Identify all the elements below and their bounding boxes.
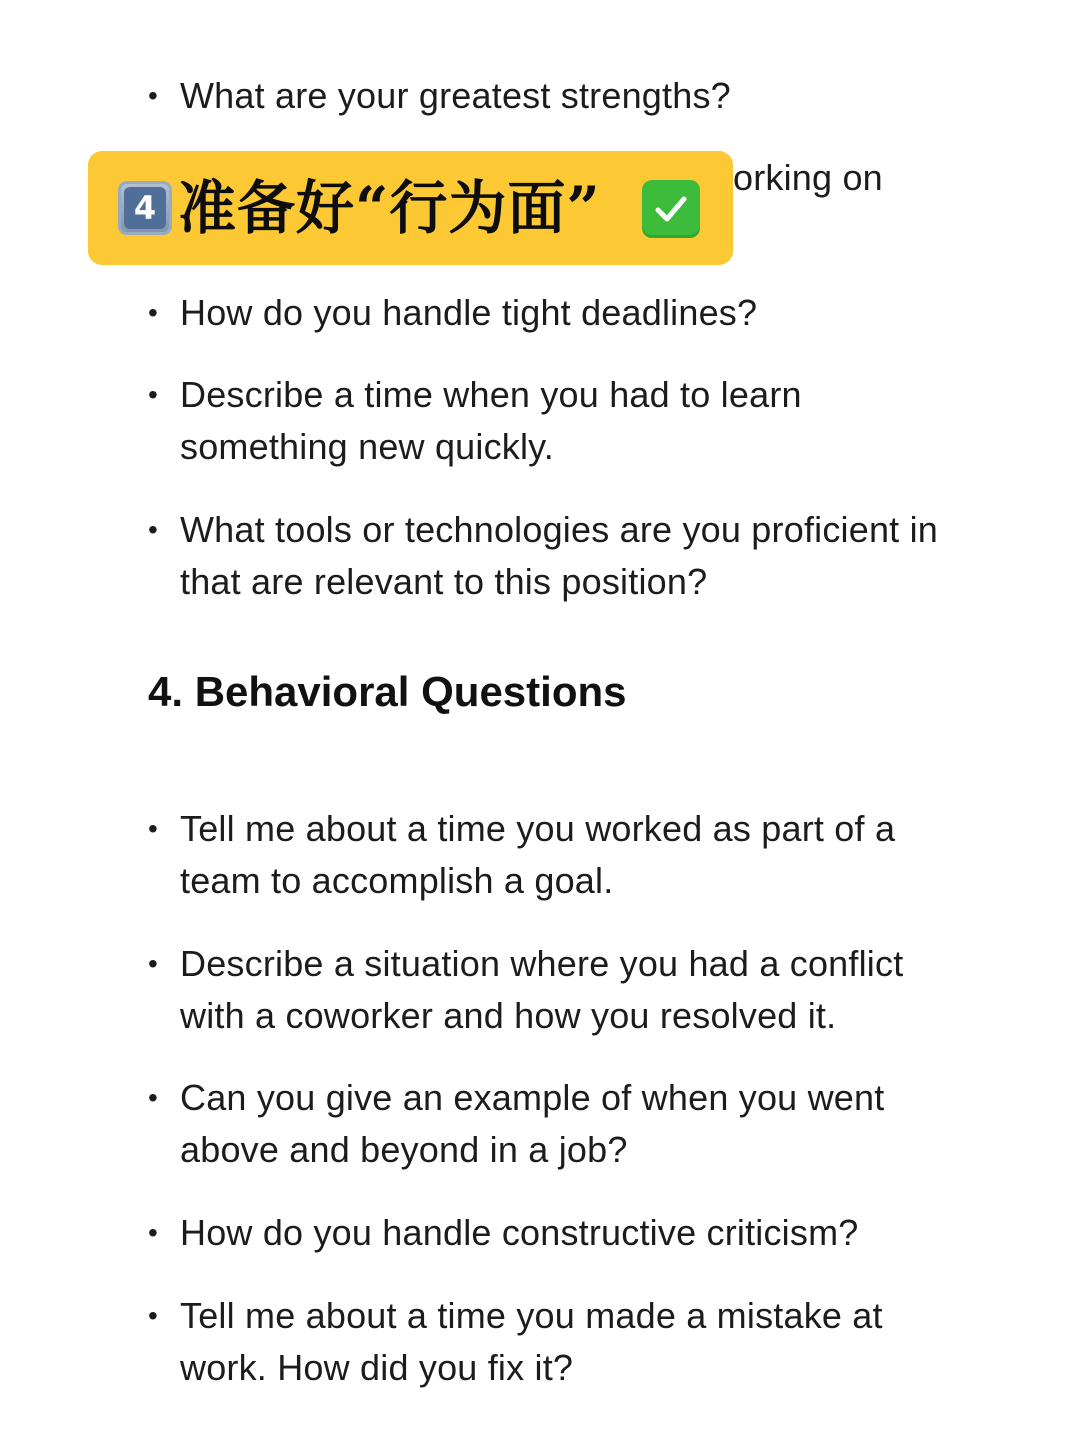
list-item — [148, 369, 1008, 473]
bullet: • — [148, 297, 159, 328]
bullet: • — [148, 1082, 159, 1113]
bullet: • — [148, 80, 159, 111]
list-item-text: How do you handle constructive criticism? — [180, 1212, 859, 1253]
list-item — [148, 1207, 1008, 1259]
section-banner — [88, 151, 733, 265]
list-item — [148, 287, 1008, 339]
list-item — [148, 803, 1008, 907]
check-mark-glyph — [651, 189, 691, 229]
bullet: • — [148, 514, 159, 545]
banner-title: 准备好“行为面” — [178, 174, 601, 242]
check-mark-icon — [642, 180, 700, 238]
list-item-text: Describe a time when you had to learn something new quickly. — [180, 374, 802, 467]
list-item-text: What tools or technologies are you proficient in that are relevant to this position? — [180, 509, 939, 602]
list-item-text: What are your greatest strengths? — [180, 75, 731, 116]
list-item — [148, 504, 1008, 608]
section-heading: 4. Behavioral Questions — [148, 668, 627, 715]
bullet: • — [148, 1217, 159, 1248]
list-item — [148, 1072, 1008, 1176]
bullet: • — [148, 379, 159, 410]
keycap-number: 4 — [124, 187, 166, 229]
list-item-text: Tell me about a time you made a mistake at work. How did you fix it? — [180, 1295, 883, 1388]
bullet: • — [148, 1300, 159, 1331]
list-item-text: How do you handle tight deadlines? — [180, 292, 758, 333]
bullet: • — [148, 948, 159, 979]
list-item-text: Tell me about a time you worked as part of a team to accomplish a goal. — [180, 808, 896, 901]
list-item — [148, 938, 1008, 1042]
bullet: • — [148, 813, 159, 844]
list-item-text: orking on — [733, 157, 883, 198]
list-item — [148, 1290, 1008, 1394]
list-item-text: Can you give an example of when you went above and beyond in a job? — [180, 1077, 885, 1170]
list-item-text: Describe a situation where you had a conflict with a coworker and how you resolved it. — [180, 943, 904, 1036]
keycap-4-icon — [118, 181, 172, 235]
list-item — [148, 70, 1008, 122]
